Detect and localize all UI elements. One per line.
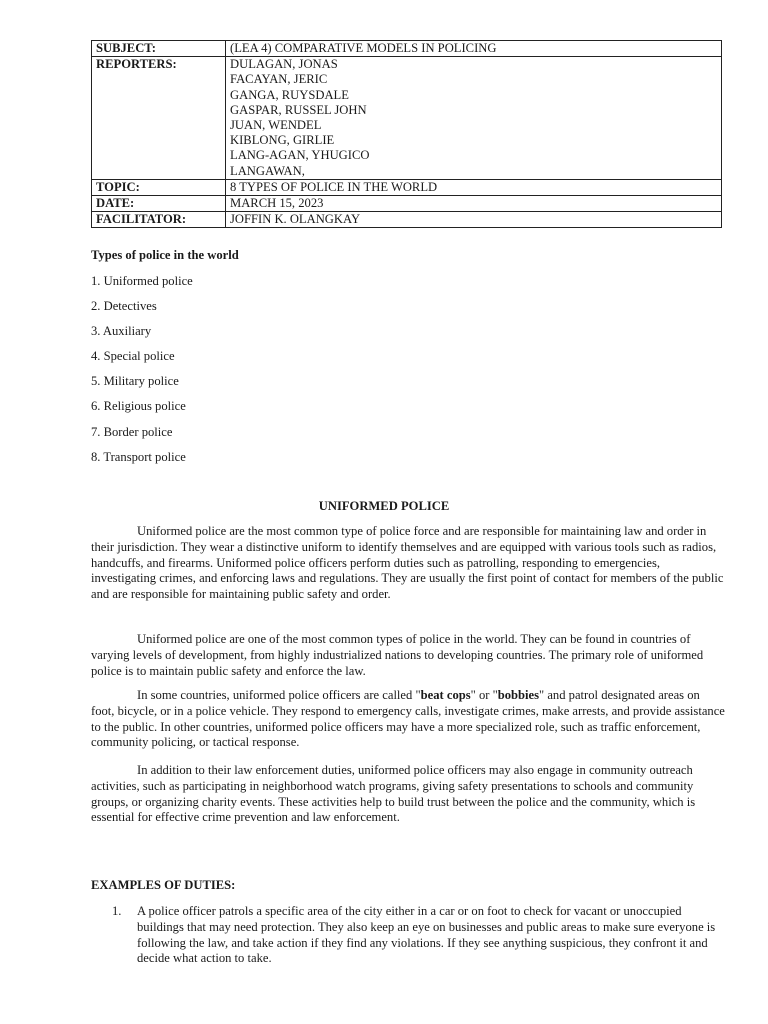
types-list-item: 7. Border police bbox=[91, 424, 173, 439]
types-heading: Types of police in the world bbox=[91, 248, 239, 262]
date-row bbox=[92, 196, 722, 212]
duty-item bbox=[91, 904, 726, 967]
reporters-row bbox=[92, 57, 722, 180]
subject-row bbox=[92, 41, 722, 57]
types-list-item: 1. Uniformed police bbox=[91, 274, 193, 288]
types-list-item: 3. Auxiliary bbox=[91, 324, 152, 339]
bobbies-term: bobbies bbox=[497, 688, 540, 702]
section-heading: UNIFORMED POLICE bbox=[318, 499, 450, 513]
paragraph-3 bbox=[91, 688, 726, 751]
subject-value: (LEA 4) COMPARATIVE MODELS IN POLICING bbox=[226, 41, 722, 57]
paragraph-4: In addition to their law enforcement duties, uniformed police officers may also engage in community outreach activities, such as participating in neighborhood watch programs, giving safety presentations to schools and community groups, or organizing charity events. These activities help to build trust between the police and the community, which is essential for effective crime prevention and law enforcement. bbox=[91, 763, 696, 825]
reporter-name: GANGA, RUYSDALE bbox=[230, 87, 349, 102]
reporters-list bbox=[226, 57, 722, 180]
facilitator-row bbox=[92, 212, 722, 228]
paragraph-3-text: " or " bbox=[470, 688, 498, 702]
paragraph-1: Uniformed police are the most common type of police force and are responsible for maintaining law and order in their jurisdiction. They wear a distinctive uniform to identify themselves and are equipped with various tools such as radios, handcuffs, and firearms. Uniformed police officers perform duties such as patrolling, responding to emergencies, investigating crimes, and enforcing laws and regulations. They are usually the first point of contact for members of the public and are responsible for maintaining public safety and order. bbox=[91, 524, 724, 602]
paragraph-2: Uniformed police are one of the most common types of police in the world. They can be found in countries of varying levels of development, from highly industrialized nations to developing countries. The primary role of uniformed police is to maintain public safety and enforce the law. bbox=[91, 632, 704, 678]
reporter-name: LANG-AGAN, YHUGICO bbox=[230, 148, 370, 163]
beat-cops-term: beat cops bbox=[420, 688, 471, 702]
types-list bbox=[91, 273, 193, 474]
facilitator-value: JOFFIN K. OLANGKAY bbox=[226, 212, 722, 228]
duties-list bbox=[91, 904, 726, 967]
info-table bbox=[91, 40, 722, 228]
reporters-label: REPORTERS: bbox=[92, 57, 226, 180]
duty-text: A police officer patrols a specific area of the city either in a car or on foot to check for vacant or unoccupied buildings that may need protection. They also keep an eye on businesses and public areas to make sure everyone is following the law, and take action if they find any violations. If they see anything suspicious, they confront it and decide what action to take. bbox=[137, 904, 716, 966]
reporter-name: FACAYAN, JERIC bbox=[230, 72, 328, 87]
types-list-item: 8. Transport police bbox=[91, 449, 186, 464]
topic-label: TOPIC: bbox=[92, 179, 226, 195]
reporter-name: KIBLONG, GIRLIE bbox=[230, 133, 335, 148]
date-label: DATE: bbox=[92, 196, 226, 212]
types-list-item: 2. Detectives bbox=[91, 299, 157, 314]
types-list-item: 6. Religious police bbox=[91, 399, 186, 414]
reporter-name: LANGAWAN, bbox=[230, 163, 305, 178]
date-value: MARCH 15, 2023 bbox=[226, 196, 722, 212]
reporter-name: JUAN, WENDEL bbox=[230, 118, 322, 133]
reporter-name: DULAGAN, JONAS bbox=[230, 57, 338, 72]
reporter-name: GASPAR, RUSSEL JOHN bbox=[230, 102, 367, 117]
topic-value: 8 TYPES OF POLICE IN THE WORLD bbox=[226, 179, 722, 195]
types-list-item: 5. Military police bbox=[91, 374, 179, 389]
topic-row bbox=[92, 179, 722, 195]
subject-label: SUBJECT: bbox=[92, 41, 226, 57]
duty-number: 1. bbox=[112, 904, 122, 918]
paragraph-3-text: In some countries, uniformed police officers are called " bbox=[137, 688, 421, 702]
facilitator-label: FACILITATOR: bbox=[92, 212, 226, 228]
examples-heading: EXAMPLES OF DUTIES: bbox=[91, 878, 236, 892]
paragraph-3-text: " and patrol designated areas on foot, bicycle, or in a police vehicle. They respond to emergency calls, investigate crimes, make arrests, and provide assistance to the public. In other countries, uniformed police officers may have a more specialized role, such as traffic enforcement, community policing, or tactical response. bbox=[91, 688, 725, 750]
types-list-item: 4. Special police bbox=[91, 349, 175, 364]
